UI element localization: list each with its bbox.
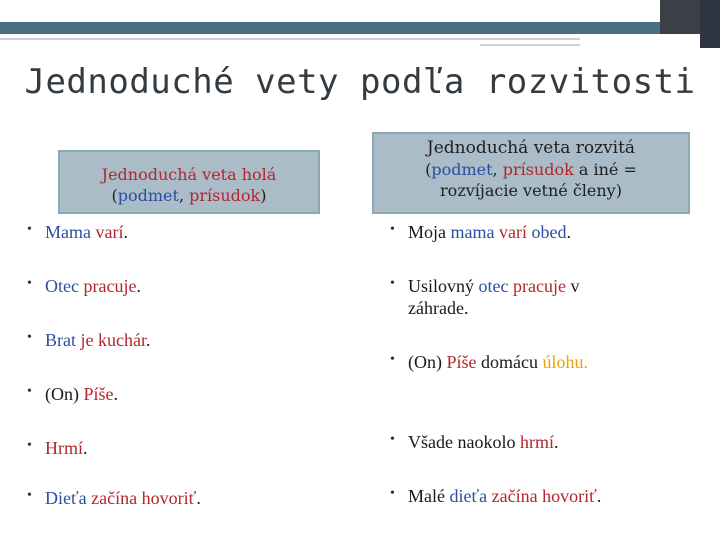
text-span: . [83, 438, 88, 458]
right-header-line1: Jednoduchá veta rozvitá [426, 138, 636, 158]
paren: ) [260, 186, 267, 205]
subject-label: podmet [431, 160, 493, 179]
predicate-word: kuchár [98, 330, 146, 350]
text-span: v [565, 276, 580, 296]
right-header-line3: rozvíjacie vetné členy) [440, 181, 622, 200]
comma: , [492, 160, 503, 179]
predicate-word: varí [95, 222, 124, 242]
text-span: . [136, 276, 141, 296]
paren: ( [111, 186, 118, 205]
subject-word: Brat [45, 330, 76, 350]
text-span: (On) [45, 384, 84, 404]
text-span: (On) [408, 352, 447, 372]
divider-line-short [480, 44, 580, 46]
bullet: • [390, 222, 395, 237]
bullet: • [390, 352, 395, 367]
subject-word: mama [450, 222, 495, 242]
predicate-word: hrmí [519, 432, 554, 452]
text-span: . [596, 486, 602, 506]
bullet: • [27, 222, 32, 237]
text-span: . [583, 352, 589, 372]
predicate-word: Píše [446, 352, 477, 372]
divider-line [0, 38, 580, 40]
text-span: Malé [408, 486, 450, 506]
right-column-header [372, 132, 690, 214]
text-span: . [566, 222, 571, 242]
predicate-word: je [76, 330, 98, 350]
text-span: Usilovný [408, 276, 479, 296]
subject-word: Otec [45, 276, 79, 296]
predicate-word: začína hovoriť [91, 488, 197, 508]
text-span: záhrade. [408, 298, 469, 318]
predicate-word: Hrmí [45, 438, 83, 458]
left-header-line2 [60, 185, 318, 206]
bullet: • [390, 486, 395, 501]
left-column-header [58, 150, 320, 214]
header-text: a iné = [573, 160, 637, 179]
subject-word: Mama [45, 222, 91, 242]
predicate-label: prísudok [502, 160, 574, 179]
predicate-word: Píše [83, 384, 114, 404]
predicate-word: pracuje [513, 276, 566, 296]
bullet: • [390, 432, 395, 447]
top-accent-bar [0, 22, 700, 34]
text-span: . [196, 488, 201, 508]
text-span: . [123, 222, 128, 242]
predicate-word: pracuje [83, 276, 137, 296]
bullet: • [27, 384, 32, 399]
comma: , [178, 186, 190, 205]
text-span: Moja [408, 222, 451, 242]
right-header-line2 [374, 159, 688, 180]
bullet: • [27, 276, 32, 291]
subject-label: podmet [117, 186, 179, 205]
slide-title: Jednoduché vety podľa rozvitosti [24, 62, 696, 102]
predicate-word: varí [498, 222, 527, 242]
bullet: • [27, 330, 32, 345]
left-header-line1: Jednoduchá veta holá [101, 165, 277, 184]
text-span: Všade naokolo [408, 432, 520, 452]
text-span: . [553, 432, 559, 452]
subject-word: dieťa [449, 486, 488, 506]
object-word: obed [531, 222, 567, 242]
text-span: . [145, 330, 151, 350]
object-word: úlohu [542, 352, 584, 372]
top-accent-block [660, 0, 700, 34]
text-span: . [113, 384, 119, 404]
subject-word: Dieťa [45, 488, 87, 508]
bullet: • [390, 276, 395, 291]
bullet: • [27, 438, 32, 453]
bullet: • [27, 488, 32, 503]
paren: ( [425, 160, 432, 179]
subject-word: otec [478, 276, 509, 296]
text-span: domácu [476, 352, 543, 372]
predicate-label: prísudok [189, 186, 261, 205]
predicate-word: začína hovoriť [491, 486, 597, 506]
top-accent-block-right [700, 0, 720, 48]
